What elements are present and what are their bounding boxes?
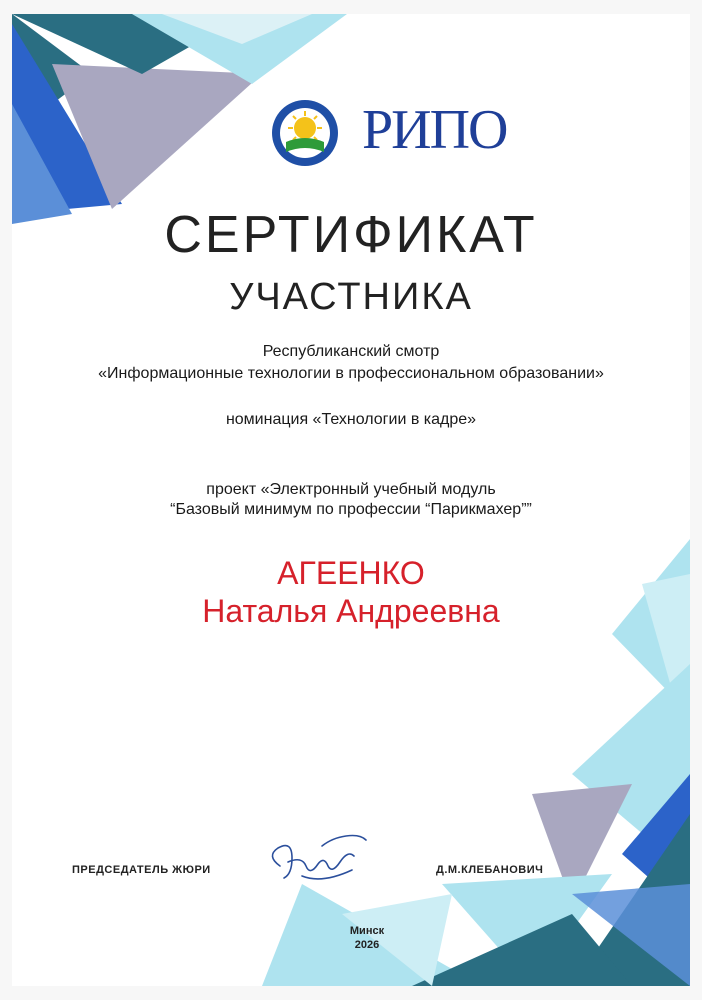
city: Минск bbox=[349, 925, 385, 937]
logos bbox=[270, 98, 507, 168]
certificate-sheet bbox=[12, 14, 690, 986]
nomination: номинация «Технологии в кадре» bbox=[225, 411, 477, 428]
year: 2026 bbox=[354, 939, 380, 951]
chair-label: ПРЕДСЕДАТЕЛЬ ЖЮРИ bbox=[72, 864, 211, 876]
event-line-1: Республиканский смотр bbox=[262, 343, 440, 360]
project-line-2: “Базовый минимум по профессии “Парикмахер”” bbox=[170, 501, 532, 518]
signature-icon bbox=[262, 826, 372, 896]
ripo-logo: РИПО bbox=[362, 99, 507, 161]
chair-name: Д.М.КЛЕБАНОВИЧ bbox=[436, 864, 544, 876]
participant-surname: АГЕЕНКО bbox=[277, 555, 425, 591]
participant-given-names: Наталья Андреевна bbox=[202, 593, 500, 629]
event-line-2: «Информационные технологии в профессиональном образовании» bbox=[98, 365, 604, 382]
project-line-1: проект «Электронный учебный модуль bbox=[206, 481, 496, 498]
ministry-seal-icon bbox=[270, 98, 340, 168]
certificate-subtitle: УЧАСТНИКА bbox=[229, 276, 473, 318]
certificate-title: СЕРТИФИКАТ bbox=[164, 206, 538, 264]
